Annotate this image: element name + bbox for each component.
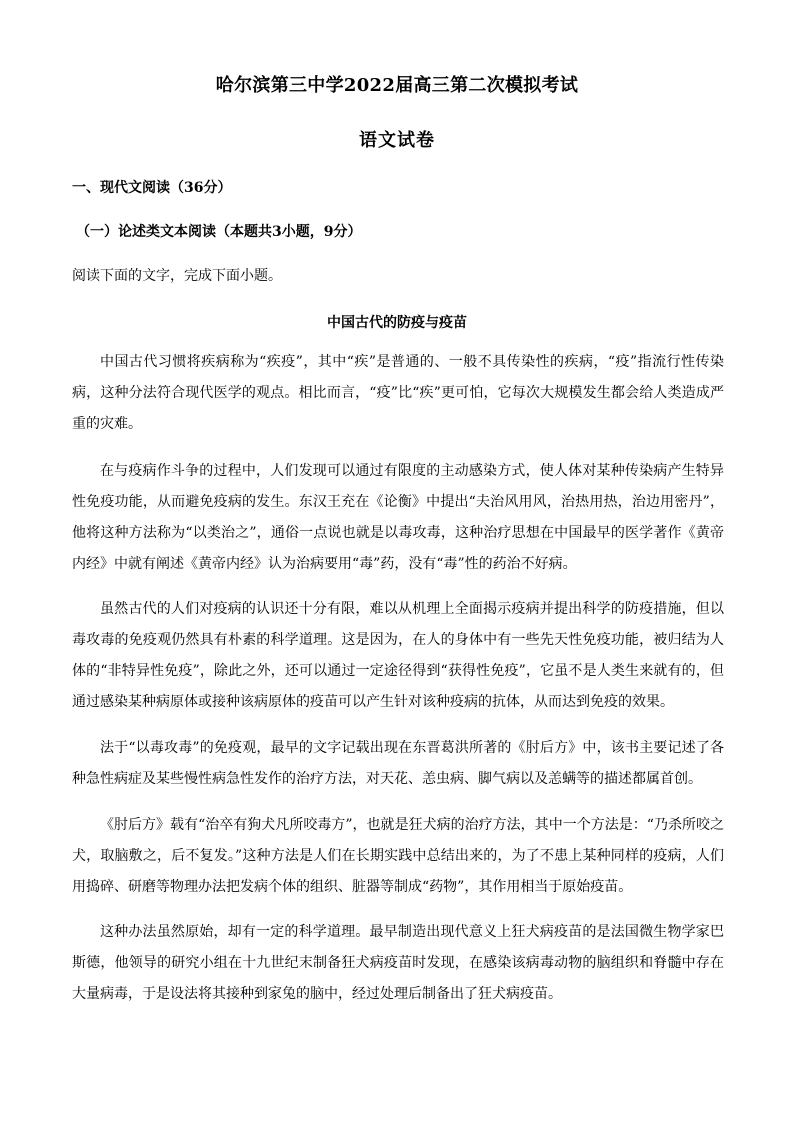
section-heading: 一、现代文阅读（36分） bbox=[72, 180, 232, 196]
article-paragraph: 法于“以毒攻毒”的免疫观，最早的文字记载出现在东晋葛洪所著的《肘后方》中，该书主要记述了各种急性病症及某些慢性病急性发作的治疗方法，对天花、恙虫病、脚气病以及恙螨等的描述都属首创。 bbox=[72, 740, 724, 787]
subsection-heading: （一）论述类文本阅读（本题共3小题，9分） bbox=[76, 224, 362, 240]
article-title: 中国古代的防疫与疫苗 bbox=[327, 315, 467, 331]
article-paragraph: 中国古代习惯将疾病称为“疾疫”，其中“疾”是普通的、一般不具传染性的疾病，“疫”指流行性传染病，这种分法符合现代医学的观点。相比而言，“疫”比“疾”更可怕，它每次大规模发生都会给人类造成严重的灾难。 bbox=[72, 354, 724, 432]
exam-subtitle: 语文试卷 bbox=[359, 130, 435, 151]
article-paragraph: 虽然古代的人们对疫病的认识还十分有限，难以从机理上全面揭示疫病并提出科学的防疫措施，但以毒攻毒的免疫观仍然具有朴素的科学道理。这是因为，在人的身体中有一些先天性免疫功能，被归结为人体的“非特异性免疫”，除此之外，还可以通过一定途径得到“获得性免疫”，它虽不是人类生来就有的，但通过感染某种病原体或接种该病原体的疫苗可以产生针对该种疫病的抗体，从而达到免疫的效果。 bbox=[72, 601, 724, 710]
article-paragraph: 在与疫病作斗争的过程中，人们发现可以通过有限度的主动感染方式，使人体对某种传染病产生特异性免疫功能，从而避免疫病的发生。东汉王充在《论衡》中提出“夫治风用风，治热用热，治边用密丹”，他将这种方法称为“以类治之”，通俗一点说也就是以毒攻毒，这种治疗思想在中国最早的医学著作《黄帝内经》中就有阐述《黄帝内经》认为治病要用“毒”药，没有“毒”性的药治不好病。 bbox=[72, 463, 724, 572]
article-paragraph: 这种办法虽然原始，却有一定的科学道理。最早制造出现代意义上狂犬病疫苗的是法国微生物学家巴斯德，他领导的研究小组在十九世纪末制备狂犬病疫苗时发现，在感染该病毒动物的脑组织和脊髓中存在大量病毒，于是设法将其接种到家兔的脑中，经过处理后制备出了狂犬病疫苗。 bbox=[72, 924, 724, 1002]
exam-title: 哈尔滨第三中学2022届高三第二次模拟考试 bbox=[215, 75, 579, 96]
article-paragraph: 《肘后方》载有“治卒有狗犬凡所咬毒方”，也就是狂犬病的治疗方法，其中一个方法是：“乃杀所咬之犬，取脑敷之，后不复发。”这种方法是人们在长期实践中总结出来的，为了不患上某种同样的疫病，人们用捣碎、研磨等物理办法把发病个体的组织、脏器等制成“药物”，其作用相当于原始疫苗。 bbox=[72, 817, 724, 895]
reading-instruction: 阅读下面的文字，完成下面小题。 bbox=[72, 268, 282, 284]
